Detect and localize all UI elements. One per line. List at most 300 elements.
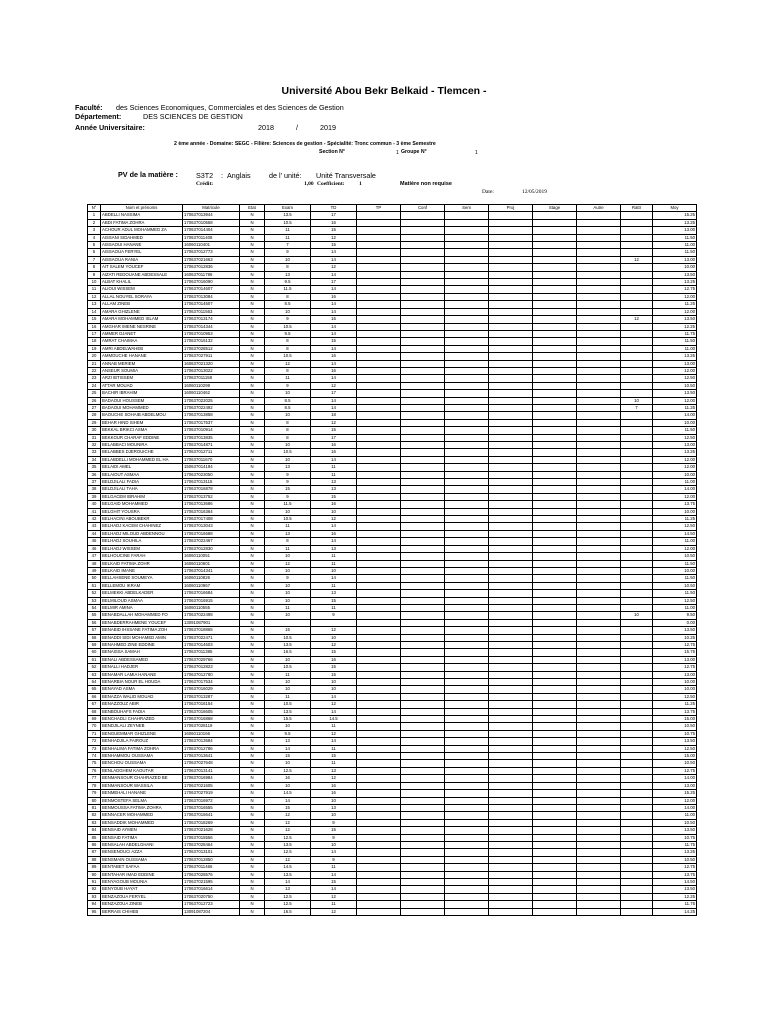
cell-rattr xyxy=(621,434,653,441)
cell-exam: 10.5 xyxy=(265,664,311,671)
cell-etat: N xyxy=(240,412,265,419)
cell-conf xyxy=(401,508,445,515)
cell-rattr xyxy=(621,797,653,804)
cell-etat: N xyxy=(240,360,265,367)
cell-etat: N xyxy=(240,338,265,345)
cell-stage xyxy=(533,323,577,330)
cell-proj xyxy=(489,219,533,226)
cell-stage xyxy=(533,753,577,760)
cell-matricule: 170637013115 xyxy=(183,479,240,486)
cell-sem xyxy=(445,901,489,908)
cell-td: 11 xyxy=(311,723,357,730)
cell-etat: N xyxy=(240,738,265,745)
cell-exam: 13 xyxy=(265,530,311,537)
cell-autre xyxy=(577,730,621,737)
cell-name: BEKKAL BRIKCI ASMA xyxy=(101,427,183,434)
cell-etat: N xyxy=(240,508,265,515)
table-row xyxy=(88,264,697,271)
cell-num: 27 xyxy=(88,404,101,411)
cell-rattr xyxy=(621,679,653,686)
cell-td: 14 xyxy=(311,308,357,315)
cell-tp xyxy=(357,330,401,337)
university-title: Université Abou Bekr Belkaid - Tlemcen - xyxy=(281,85,487,97)
cell-tp xyxy=(357,486,401,493)
cell-autre xyxy=(577,271,621,278)
cell-td: 16 xyxy=(311,530,357,537)
cell-exam: 15 xyxy=(265,486,311,493)
cell-conf xyxy=(401,567,445,574)
cell-moy: 11.25 xyxy=(653,404,697,411)
table-row xyxy=(88,308,697,315)
cell-etat: N xyxy=(240,745,265,752)
cell-autre xyxy=(577,523,621,530)
table-row xyxy=(88,212,697,219)
cell-rattr xyxy=(621,604,653,611)
cell-autre xyxy=(577,849,621,856)
cell-tp xyxy=(357,301,401,308)
cell-tp xyxy=(357,560,401,567)
cell-name: BELDJILALI FADIA xyxy=(101,479,183,486)
cell-exam: 9 xyxy=(265,493,311,500)
cell-moy: 13.50 xyxy=(653,886,697,893)
column-header-conf: Conf xyxy=(401,205,445,212)
cell-autre xyxy=(577,856,621,863)
cell-etat: N xyxy=(240,656,265,663)
cell-name: BENBOUHAFS FADIA xyxy=(101,708,183,715)
cell-tp xyxy=(357,508,401,515)
cell-stage xyxy=(533,449,577,456)
cell-td: 16 xyxy=(311,449,357,456)
cell-matricule: 16060110555 xyxy=(183,604,240,611)
cell-rattr xyxy=(621,427,653,434)
matiere-code: S3T2 xyxy=(196,171,214,180)
cell-name: BENZAZOUA FERYEL xyxy=(101,893,183,900)
cell-matricule: 170637013641 xyxy=(183,753,240,760)
cell-conf xyxy=(401,382,445,389)
cell-name: ACHOUR ADUL MOHAMMED ZA xyxy=(101,227,183,234)
cell-exam: 15.5 xyxy=(265,716,311,723)
cell-conf xyxy=(401,597,445,604)
cell-conf xyxy=(401,538,445,545)
cell-td: 16 xyxy=(311,790,357,797)
cell-name: BENSAID FATIMA xyxy=(101,834,183,841)
cell-name: BADAOUI MOHAMMED xyxy=(101,404,183,411)
cell-rattr xyxy=(621,545,653,552)
cell-name: ALLAL NOUYEL SORAYA xyxy=(101,293,183,300)
cell-rattr xyxy=(621,775,653,782)
cell-stage xyxy=(533,834,577,841)
cell-stage xyxy=(533,330,577,337)
cell-moy: 11.00 xyxy=(653,345,697,352)
cell-etat: N xyxy=(240,901,265,908)
cell-conf xyxy=(401,434,445,441)
cell-proj xyxy=(489,723,533,730)
cell-proj xyxy=(489,242,533,249)
cell-td: 14 xyxy=(311,738,357,745)
cell-td: 12 xyxy=(311,730,357,737)
cell-moy: 13.25 xyxy=(653,449,697,456)
cell-matricule: 170637012773 xyxy=(183,249,240,256)
cell-tp xyxy=(357,479,401,486)
cell-tp xyxy=(357,360,401,367)
cell-proj xyxy=(489,812,533,819)
cell-rattr xyxy=(621,753,653,760)
cell-autre xyxy=(577,219,621,226)
cell-td: 11 xyxy=(311,745,357,752)
cell-exam: 10 xyxy=(265,723,311,730)
cell-num: 34 xyxy=(88,456,101,463)
cell-num: 15 xyxy=(88,316,101,323)
cell-matricule: 170637014871 xyxy=(183,442,240,449)
cell-conf xyxy=(401,523,445,530)
cell-td: 13 xyxy=(311,804,357,811)
cell-moy: 10.00 xyxy=(653,679,697,686)
cell-conf xyxy=(401,908,445,915)
cell-td: 17 xyxy=(311,212,357,219)
cell-autre xyxy=(577,597,621,604)
cell-moy: 13.00 xyxy=(653,782,697,789)
cell-tp xyxy=(357,708,401,715)
table-row xyxy=(88,782,697,789)
cell-conf xyxy=(401,827,445,834)
cell-autre xyxy=(577,390,621,397)
cell-tp xyxy=(357,760,401,767)
cell-moy: 14.00 xyxy=(653,486,697,493)
cell-matricule: 170637016984 xyxy=(183,775,240,782)
cell-autre xyxy=(577,553,621,560)
cell-conf xyxy=(401,338,445,345)
table-row xyxy=(88,871,697,878)
cell-name: AMARA MOHAMMED ISLAM xyxy=(101,316,183,323)
cell-proj xyxy=(489,679,533,686)
cell-td: 18 xyxy=(311,412,357,419)
cell-td: 13 xyxy=(311,767,357,774)
cell-conf xyxy=(401,464,445,471)
cell-sem xyxy=(445,649,489,656)
cell-conf xyxy=(401,753,445,760)
cell-proj xyxy=(489,612,533,619)
cell-sem xyxy=(445,567,489,574)
cell-rattr xyxy=(621,782,653,789)
cell-num: 74 xyxy=(88,753,101,760)
cell-name: AISSAOUA FERYEL xyxy=(101,249,183,256)
cell-etat: N xyxy=(240,516,265,523)
cell-moy: 11.00 xyxy=(653,479,697,486)
table-row xyxy=(88,878,697,885)
cell-matricule: 170637020750 xyxy=(183,893,240,900)
cell-name: BELGACEM IBRAHIM xyxy=(101,493,183,500)
cell-conf xyxy=(401,841,445,848)
cell-rattr xyxy=(621,716,653,723)
cell-autre xyxy=(577,819,621,826)
cell-sem xyxy=(445,671,489,678)
cell-rattr xyxy=(621,471,653,478)
cell-etat: N xyxy=(240,775,265,782)
cell-num: 40 xyxy=(88,501,101,508)
cell-etat: N xyxy=(240,701,265,708)
cell-sem xyxy=(445,575,489,582)
cell-name: ALLAM ZINEB xyxy=(101,301,183,308)
table-row xyxy=(88,219,697,226)
cell-td: 15 xyxy=(311,242,357,249)
table-row xyxy=(88,634,697,641)
cell-name: BENYAGOUB MOUNIA xyxy=(101,878,183,885)
cell-exam: 9 xyxy=(265,382,311,389)
cell-td: 15 xyxy=(311,338,357,345)
cell-conf xyxy=(401,693,445,700)
cell-proj xyxy=(489,878,533,885)
cell-name: AMRAT CHAIMAA xyxy=(101,338,183,345)
cell-matricule: 13091087901 xyxy=(183,619,240,626)
cell-num: 86 xyxy=(88,841,101,848)
cell-stage xyxy=(533,227,577,234)
cell-sem xyxy=(445,419,489,426)
cell-conf xyxy=(401,849,445,856)
cell-sem xyxy=(445,664,489,671)
cell-rattr: 10 xyxy=(621,397,653,404)
cell-exam: 13.5 xyxy=(265,708,311,715)
cell-td: 12 xyxy=(311,908,357,915)
cell-sem xyxy=(445,679,489,686)
cell-name: BELDJILALI TAHA xyxy=(101,486,183,493)
cell-num: 62 xyxy=(88,664,101,671)
cell-tp xyxy=(357,567,401,574)
cell-num: 45 xyxy=(88,538,101,545)
section-label: Section N° xyxy=(319,149,345,155)
cell-name: BELHACINI ABOUBEKR xyxy=(101,516,183,523)
cell-td: 9 xyxy=(311,856,357,863)
cell-etat: N xyxy=(240,864,265,871)
cell-name: AISSAOUI HANANE xyxy=(101,242,183,249)
cell-matricule: 170637022498 xyxy=(183,612,240,619)
credit-value: 1,00 xyxy=(304,181,314,187)
cell-sem xyxy=(445,693,489,700)
cell-moy: 12.00 xyxy=(653,308,697,315)
cell-proj xyxy=(489,397,533,404)
cell-name: BELABBACI MOUNIRA xyxy=(101,442,183,449)
cell-num: 24 xyxy=(88,382,101,389)
column-header-etat: Etat xyxy=(240,205,265,212)
cell-autre xyxy=(577,323,621,330)
cell-matricule: 170637013835 xyxy=(183,434,240,441)
table-row xyxy=(88,827,697,834)
cell-num: 33 xyxy=(88,449,101,456)
cell-tp xyxy=(357,353,401,360)
cell-moy: 12.50 xyxy=(653,375,697,382)
cell-etat: N xyxy=(240,256,265,263)
cell-proj xyxy=(489,760,533,767)
cell-tp xyxy=(357,271,401,278)
cell-conf xyxy=(401,627,445,634)
table-row xyxy=(88,671,697,678)
cell-name: BENGUEMMAR GHIZLENE xyxy=(101,730,183,737)
cell-moy: 11.50 xyxy=(653,338,697,345)
cell-proj xyxy=(489,864,533,871)
cell-sem xyxy=(445,790,489,797)
cell-stage xyxy=(533,886,577,893)
table-row xyxy=(88,330,697,337)
cell-num: 76 xyxy=(88,767,101,774)
cell-rattr xyxy=(621,479,653,486)
cell-proj xyxy=(489,471,533,478)
cell-matricule: 170637014607 xyxy=(183,286,240,293)
cell-stage xyxy=(533,679,577,686)
table-row xyxy=(88,716,697,723)
cell-autre xyxy=(577,456,621,463)
cell-etat: N xyxy=(240,782,265,789)
cell-rattr xyxy=(621,293,653,300)
cell-tp xyxy=(357,264,401,271)
cell-conf xyxy=(401,256,445,263)
table-row xyxy=(88,516,697,523)
cell-rattr xyxy=(621,234,653,241)
cell-moy: 15.00 xyxy=(653,716,697,723)
cell-name: BEKKOUR CHARAF EDDINE xyxy=(101,434,183,441)
table-row xyxy=(88,286,697,293)
cell-matricule: 170637013141 xyxy=(183,767,240,774)
cell-conf xyxy=(401,553,445,560)
cell-exam: 9 xyxy=(265,575,311,582)
cell-rattr xyxy=(621,701,653,708)
cell-autre xyxy=(577,790,621,797)
cell-stage xyxy=(533,745,577,752)
cell-tp xyxy=(357,390,401,397)
cell-exam: 8 xyxy=(265,419,311,426)
cell-sem xyxy=(445,338,489,345)
cell-autre xyxy=(577,345,621,352)
cell-stage xyxy=(533,493,577,500)
cell-tp xyxy=(357,219,401,226)
cell-stage xyxy=(533,641,577,648)
cell-matricule: 170637014344 xyxy=(183,323,240,330)
cell-conf xyxy=(401,619,445,626)
cell-td: 14 xyxy=(311,693,357,700)
cell-etat: N xyxy=(240,590,265,597)
cell-num: 91 xyxy=(88,878,101,885)
cell-tp xyxy=(357,367,401,374)
cell-exam: 14.5 xyxy=(265,864,311,871)
cell-proj xyxy=(489,597,533,604)
cell-name: BELKAID FATIMA ZOHR xyxy=(101,560,183,567)
cell-moy: 11.25 xyxy=(653,701,697,708)
cell-exam: 10.5 xyxy=(265,634,311,641)
cell-num: 12 xyxy=(88,293,101,300)
cell-moy: 11.75 xyxy=(653,901,697,908)
cell-num: 67 xyxy=(88,701,101,708)
cell-autre xyxy=(577,745,621,752)
cell-etat: N xyxy=(240,449,265,456)
cell-matricule: 170637013043 xyxy=(183,523,240,530)
cell-name: ALIOUI WISSEM xyxy=(101,286,183,293)
cell-proj xyxy=(489,227,533,234)
cell-tp xyxy=(357,693,401,700)
cell-rattr xyxy=(621,449,653,456)
cell-name: ANNAB MERIEM xyxy=(101,360,183,367)
cell-rattr: 7 xyxy=(621,404,653,411)
cell-tp xyxy=(357,804,401,811)
cell-matricule: 170637012836 xyxy=(183,264,240,271)
cell-name: BEHAR HIND SIHEM xyxy=(101,419,183,426)
cell-autre xyxy=(577,316,621,323)
cell-exam: 9 xyxy=(265,479,311,486)
table-row xyxy=(88,419,697,426)
cell-proj xyxy=(489,493,533,500)
cell-sem xyxy=(445,597,489,604)
cell-exam: 10 xyxy=(265,553,311,560)
cell-name: BENADDI SIDI MOHAMED AMIN xyxy=(101,634,183,641)
cell-exam: 10 xyxy=(265,456,311,463)
cell-matricule: 170637014607 xyxy=(183,301,240,308)
cell-td: 14 xyxy=(311,523,357,530)
cell-rattr xyxy=(621,442,653,449)
section-value: 1 xyxy=(396,150,399,156)
cell-moy: 10.50 xyxy=(653,553,697,560)
cell-td: 17 xyxy=(311,390,357,397)
cell-stage xyxy=(533,293,577,300)
cell-stage xyxy=(533,723,577,730)
cell-sem xyxy=(445,871,489,878)
cell-exam: 14 xyxy=(265,797,311,804)
cell-moy: 13.50 xyxy=(653,390,697,397)
cell-rattr xyxy=(621,412,653,419)
cell-exam: 11 xyxy=(265,375,311,382)
cell-matricule: 170637012850 xyxy=(183,856,240,863)
cell-exam: 14 xyxy=(265,745,311,752)
cell-exam: 11 xyxy=(265,693,311,700)
cell-matricule: 170637011385 xyxy=(183,649,240,656)
cell-conf xyxy=(401,641,445,648)
cell-proj xyxy=(489,442,533,449)
cell-sem xyxy=(445,797,489,804)
cell-td: 16 xyxy=(311,367,357,374)
cell-proj xyxy=(489,701,533,708)
cell-tp xyxy=(357,878,401,885)
faculte-value: des Sciences Economiques, Commerciales et des Sciences de Gestion xyxy=(116,103,344,112)
cell-td: 14 xyxy=(311,404,357,411)
cell-name: BENMOSTEFA SELMA xyxy=(101,797,183,804)
cell-conf xyxy=(401,308,445,315)
cell-sem xyxy=(445,834,489,841)
cell-rattr xyxy=(621,353,653,360)
cell-td: 11 xyxy=(311,560,357,567)
table-row xyxy=(88,856,697,863)
cell-rattr xyxy=(621,530,653,537)
cell-sem xyxy=(445,819,489,826)
column-header-proj: Proj xyxy=(489,205,533,212)
cell-tp xyxy=(357,538,401,545)
cell-num: 29 xyxy=(88,419,101,426)
cell-td: 15 xyxy=(311,878,357,885)
cell-rattr xyxy=(621,582,653,589)
matiere-name: Anglais xyxy=(227,171,251,180)
cell-stage xyxy=(533,901,577,908)
cell-conf xyxy=(401,649,445,656)
table-row xyxy=(88,767,697,774)
cell-proj xyxy=(489,590,533,597)
cell-conf xyxy=(401,479,445,486)
cell-exam: 8 xyxy=(265,427,311,434)
cell-sem xyxy=(445,471,489,478)
cell-etat: N xyxy=(240,634,265,641)
cell-matricule: 170637028512 xyxy=(183,345,240,352)
cell-matricule: 170637022492 xyxy=(183,404,240,411)
cell-tp xyxy=(357,293,401,300)
cell-matricule: 16060110967 xyxy=(183,582,240,589)
table-row xyxy=(88,227,697,234)
cell-rattr xyxy=(621,641,653,648)
cell-sem xyxy=(445,360,489,367)
cell-proj xyxy=(489,434,533,441)
